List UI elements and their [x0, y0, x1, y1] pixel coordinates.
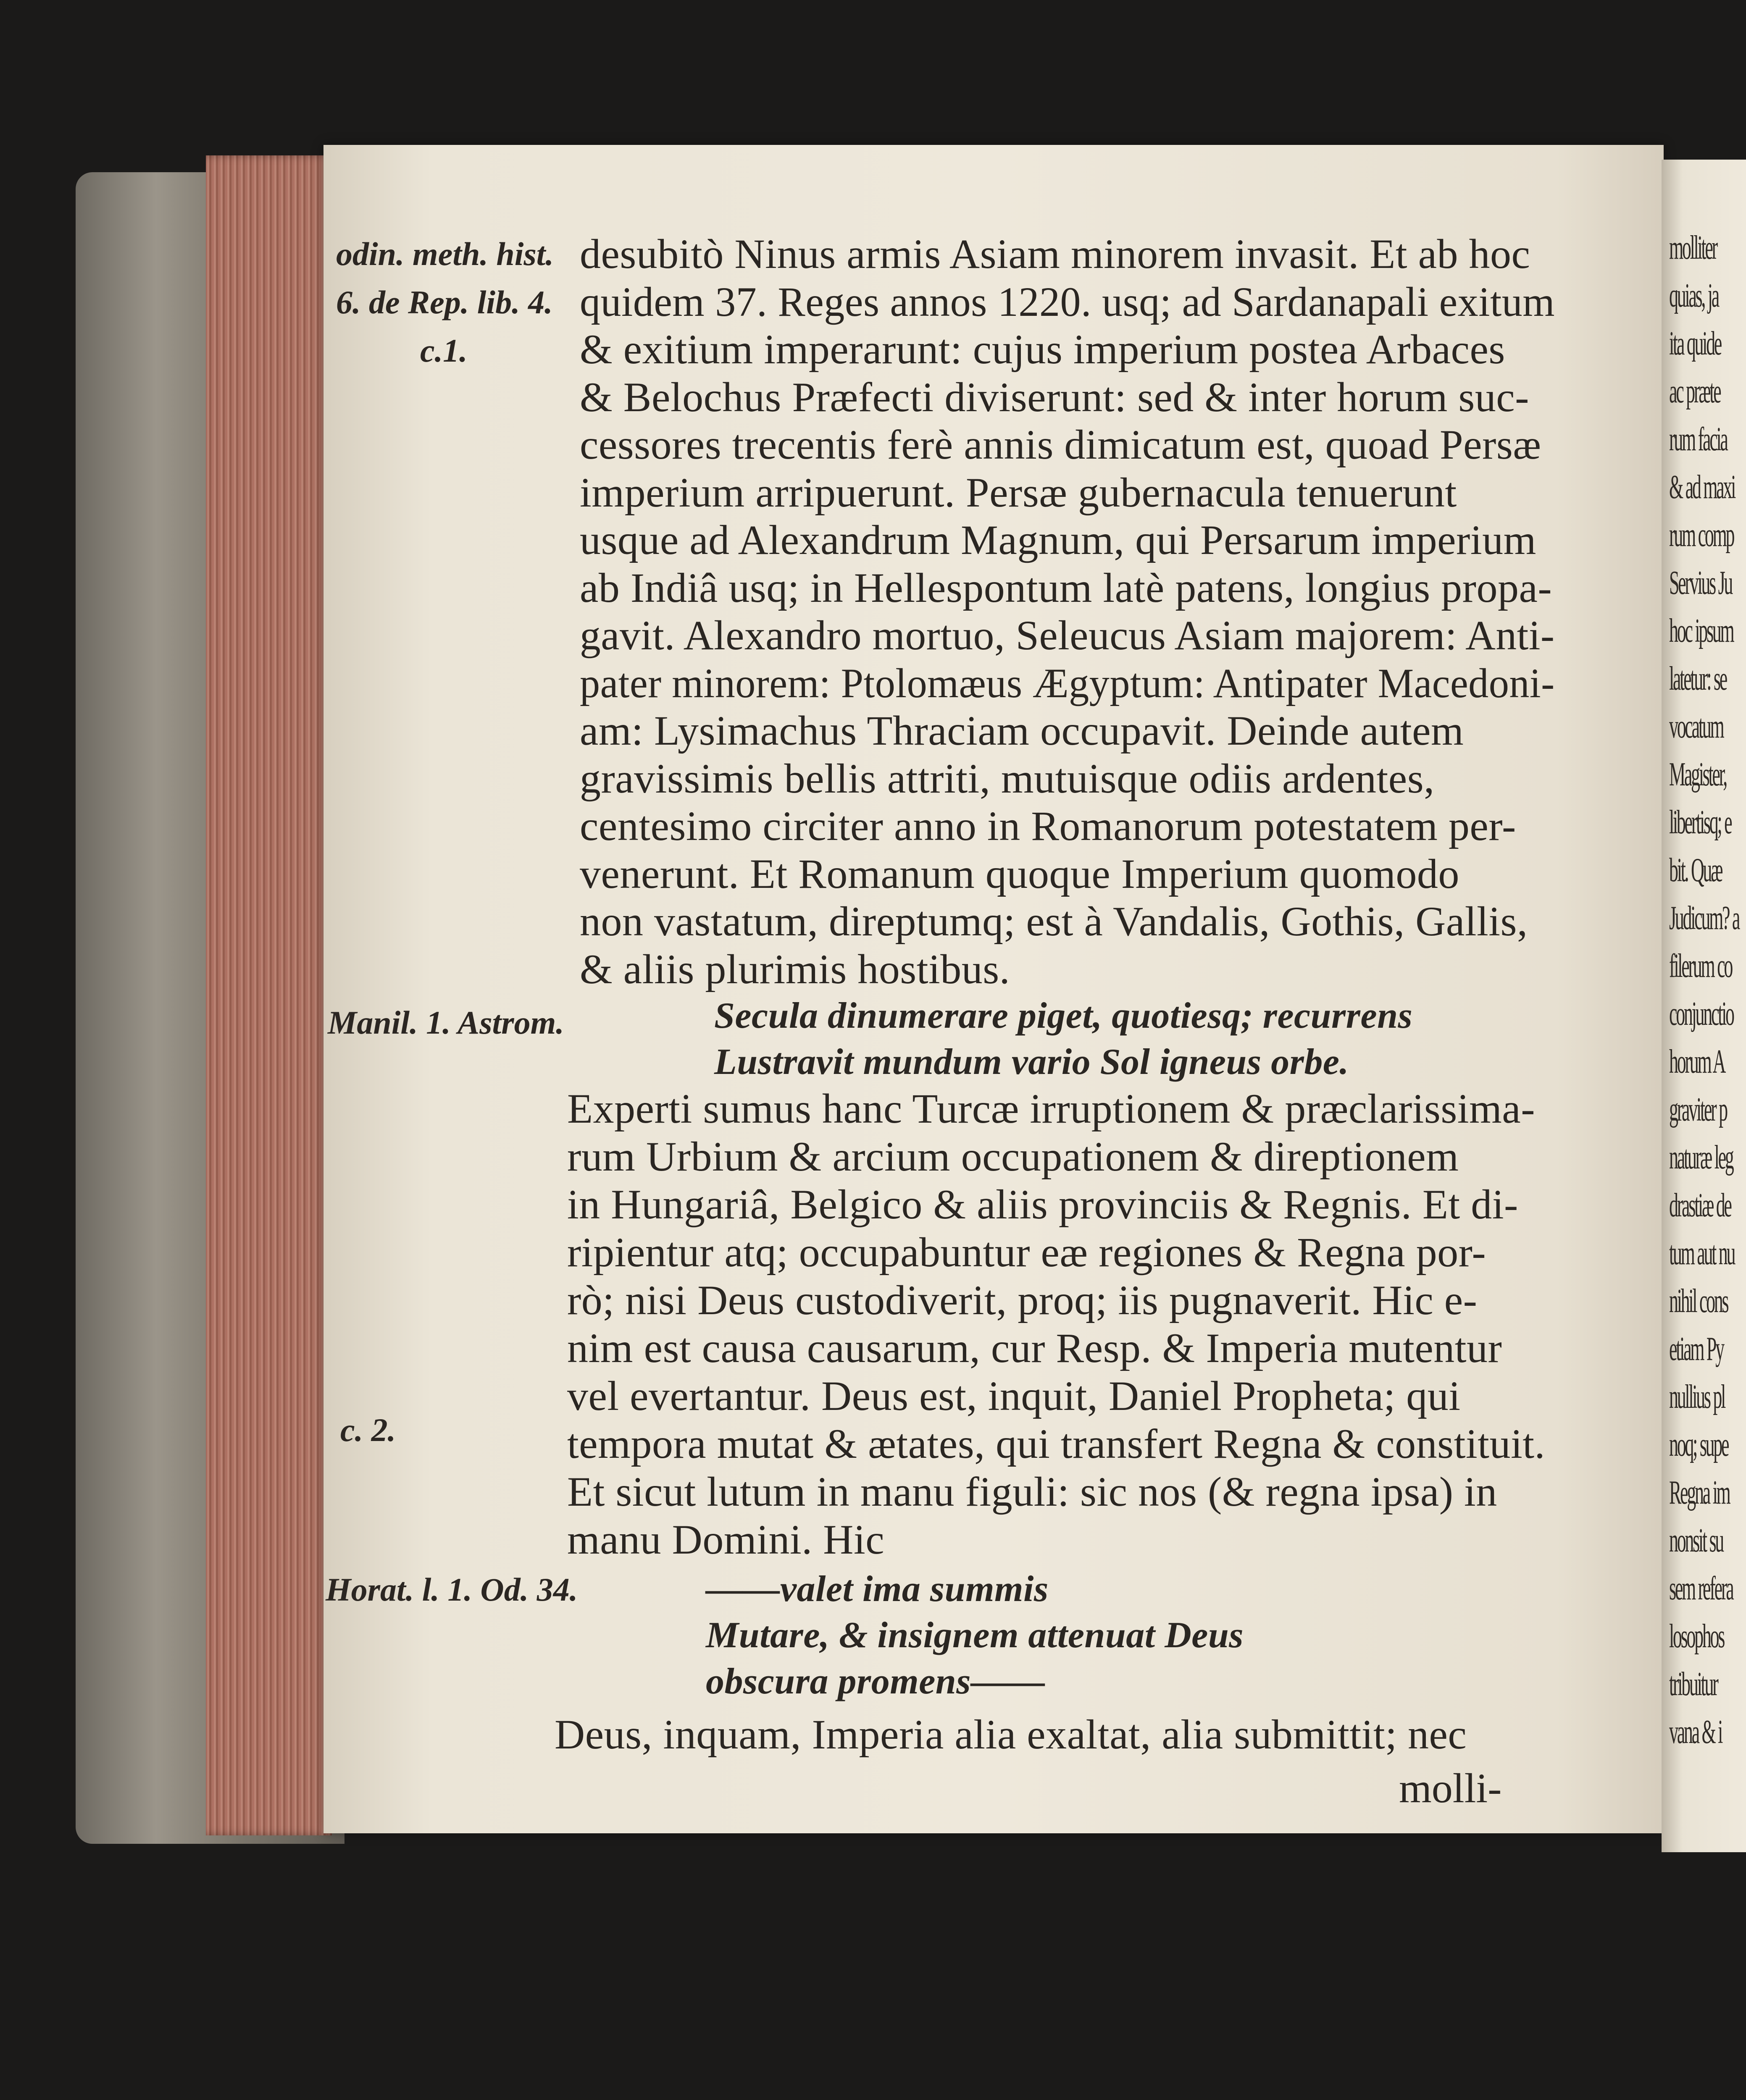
recto-text-fragment: Magister,: [1669, 756, 1726, 793]
body-text-line: nim est causa causarum, cur Resp. & Imperia mutentur: [567, 1325, 1502, 1371]
body-text-line: desubitò Ninus armis Asiam minorem invasit. Et ab hoc: [580, 231, 1530, 277]
recto-text-fragment: ita quide: [1669, 325, 1721, 362]
body-text-line: non vastatum, direptumq; est à Vandalis, Gothis, Gallis,: [580, 898, 1528, 945]
recto-text-fragment: rum facia: [1669, 421, 1727, 458]
body-text-line: quidem 37. Reges annos 1220. usq; ad Sardanapali exitum: [580, 278, 1555, 325]
margin-note: 6. de Rep. lib. 4.: [336, 284, 553, 320]
recto-text-fragment: tribuitur: [1669, 1666, 1717, 1703]
body-text-line: centesimo circiter anno in Romanorum potestatem per-: [580, 803, 1516, 849]
recto-text-fragment: naturæ leg: [1669, 1139, 1733, 1176]
recto-text-fragment: vocatum: [1669, 708, 1723, 745]
body-text-line: am: Lysimachus Thraciam occupavit. Deinde autem: [580, 707, 1464, 754]
page-edges: [206, 155, 332, 1835]
recto-text-fragment: hoc ipsum: [1669, 612, 1733, 649]
body-text-line: pater minorem: Ptolomæus Ægyptum: Antipater Macedoni-: [580, 659, 1555, 706]
recto-text-fragment: vana & i: [1669, 1714, 1722, 1751]
verse-line: Mutare, & insignem attenuat Deus: [706, 1615, 1244, 1656]
recto-page-fragment: [1662, 160, 1746, 1852]
margin-note: c. 2.: [340, 1412, 396, 1448]
recto-text-fragment: etiam Py: [1669, 1331, 1723, 1368]
verse-line: ——valet ima summis: [706, 1569, 1049, 1609]
body-text-line: & Belochus Præfecti diviserunt: sed & inter horum suc-: [580, 373, 1529, 420]
verse-line: obscura promens——: [706, 1661, 1045, 1702]
recto-text-fragment: Regna im: [1669, 1474, 1730, 1511]
recto-text-fragment: libertisq; e: [1669, 804, 1731, 841]
body-text-line: venerunt. Et Romanum quoque Imperium quomodo: [580, 850, 1459, 897]
body-text-line: ripientur atq; occupabuntur eæ regiones & Regna por-: [567, 1229, 1486, 1276]
margin-note: Horat. l. 1. Od. 34.: [326, 1571, 578, 1608]
body-text-line: Experti sumus hanc Turcæ irruptionem & præclarissima-: [567, 1085, 1535, 1132]
recto-text-fragment: & ad maxi: [1669, 469, 1735, 506]
body-text-line: manu Domini. Hic: [567, 1516, 885, 1563]
body-text-line: ab Indiâ usq; in Hellespontum latè patens, longius propa-: [580, 564, 1552, 611]
body-text-line: cessores trecentis ferè annis dimicatum est, quoad Persæ: [580, 421, 1541, 468]
body-text-line: gravissimis bellis attriti, mutuisque odiis ardentes,: [580, 755, 1435, 802]
recto-text-fragment: nullius pl: [1669, 1378, 1725, 1415]
recto-text-fragment: quias, ja: [1669, 277, 1718, 314]
body-text-line: Et sicut lutum in manu figuli: sic nos (& regna ipsa) in: [567, 1468, 1497, 1515]
body-text-line: tempora mutat & ætates, qui transfert Regna & constituit.: [567, 1420, 1546, 1467]
recto-text-fragment: losophos: [1669, 1618, 1724, 1655]
margin-note: c.1.: [420, 332, 468, 369]
recto-text-fragment: graviter p: [1669, 1091, 1727, 1128]
body-text-line: rum Urbium & arcium occupationem & direptionem: [567, 1133, 1459, 1180]
body-text-line: rò; nisi Deus custodiverit, proq; iis pugnaverit. Hic e-: [567, 1277, 1478, 1323]
recto-text-fragment: rum comp: [1669, 517, 1734, 554]
recto-text-fragment: sem refera: [1669, 1570, 1733, 1607]
body-text-line: usque ad Alexandrum Magnum, qui Persarum imperium: [580, 517, 1536, 563]
body-text-line: gavit. Alexandro mortuo, Seleucus Asiam majorem: Anti-: [580, 612, 1555, 659]
verse-line: Secula dinumerare piget, quotiesq; recurrens: [714, 995, 1413, 1036]
body-text-line: vel evertantur. Deus est, inquit, Daniel Propheta; qui: [567, 1373, 1461, 1419]
recto-text-fragment: molliter: [1669, 229, 1717, 266]
recto-text-fragment: latetur: se: [1669, 660, 1726, 697]
recto-text-fragment: bit. Quæ: [1669, 852, 1722, 889]
verse-line: Lustravit mundum vario Sol igneus orbe.: [714, 1042, 1349, 1082]
margin-note: odin. meth. hist.: [336, 236, 554, 272]
body-text-line: imperium arripuerunt. Persæ gubernacula tenuerunt: [580, 469, 1457, 516]
recto-text-fragment: noq; supe: [1669, 1426, 1728, 1463]
body-text-line: & aliis plurimis hostibus.: [580, 945, 1010, 992]
recto-text-fragment: nonsit su: [1669, 1522, 1723, 1559]
body-text-line: Deus, inquam, Imperia alia exaltat, alia submittit; nec: [555, 1711, 1467, 1758]
catchword: molli-: [1399, 1765, 1502, 1811]
recto-text-fragment: Judicum? a: [1669, 900, 1739, 937]
recto-text-fragment: drastiæ de: [1669, 1187, 1731, 1224]
margin-note: Manil. 1. Astrom.: [328, 1004, 564, 1041]
recto-text-fragment: nihil cons: [1669, 1283, 1728, 1320]
recto-text-fragment: filerum co: [1669, 948, 1732, 984]
recto-text-fragment: horum A: [1669, 1043, 1725, 1080]
recto-text-fragment: tum aut nu: [1669, 1235, 1735, 1272]
body-text-line: & exitium imperarunt: cujus imperium postea Arbaces: [580, 326, 1505, 373]
recto-text-fragment: Servius Ju: [1669, 564, 1732, 601]
body-text-line: in Hungariâ, Belgico & aliis provinciis & Regnis. Et di-: [567, 1181, 1518, 1228]
recto-text-fragment: conjunctio: [1669, 995, 1733, 1032]
recto-text-fragment: ac præte: [1669, 373, 1720, 410]
